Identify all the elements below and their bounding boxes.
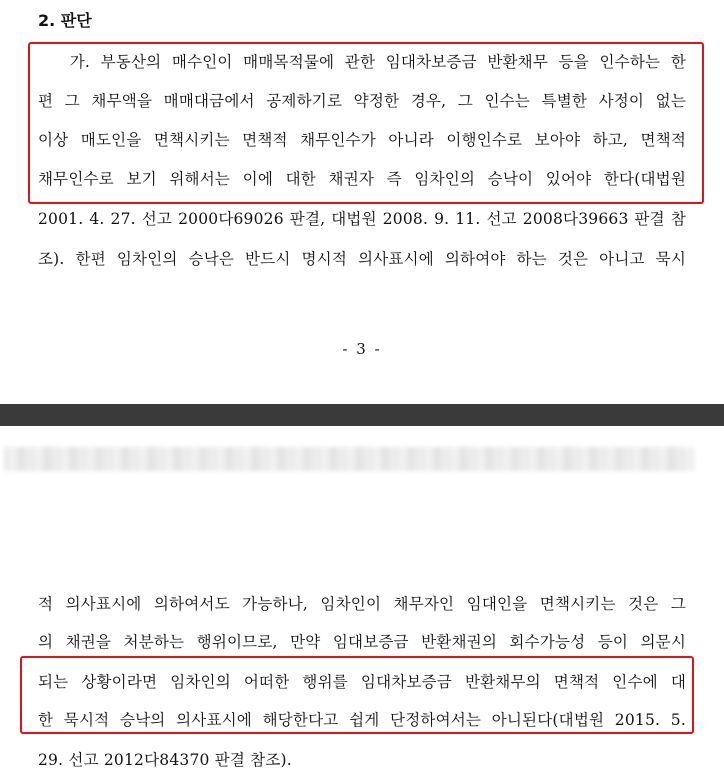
page-break-bar (0, 404, 724, 426)
redacted-header (4, 447, 694, 471)
text-line: 되는 상황이라면 임차인의 어떠한 행위를 임대차보증금 반환채무의 면책적 인수에 대 (38, 673, 686, 691)
text-line: 조). 한편 임차인의 승낙은 반드시 명시적 의사표시에 의하여야 하는 것은 아니고 묵시 (38, 250, 686, 268)
text-line: 의 채권을 처분하는 행위이므로, 만약 임대보증금 반환채권의 회수가능성 등이 의문시 (38, 633, 686, 651)
text-line: 29. 선고 2012다84370 판결 참조). (38, 751, 292, 769)
text-line: 2001. 4. 27. 선고 2000다69026 판결, 대법원 2008. 9. 11. 선고 2008다39663 판결 참 (38, 210, 686, 228)
text-line: 편 그 채무액을 매매대금에서 공제하기로 약정한 경우, 그 인수는 특별한 사정이 없는 (38, 92, 686, 110)
text-line: 가. 부동산의 매수인이 매매목적물에 관한 임대차보증금 반환채무 등을 인수하는 한 (38, 53, 686, 71)
text-line: 채무인수로 보기 위해서는 이에 대한 채권자 즉 임차인의 승낙이 있어야 한다(대법원 (38, 170, 686, 188)
page-number: - 3 - (342, 340, 382, 358)
text-line: 이상 매도인을 면책시키는 면책적 채무인수가 아니라 이행인수로 보아야 하고, 면책적 (38, 131, 686, 149)
text-line: 한 묵시적 승낙의 의사표시에 해당한다고 쉽게 단정하여서는 아니된다(대법원 2015. 5. (38, 711, 686, 729)
section-heading: 2. 판단 (38, 11, 92, 30)
text-line: 적 의사표시에 의하여서도 가능하나, 임차인이 채무자인 임대인을 면책시키는 것은 그 (38, 595, 686, 613)
